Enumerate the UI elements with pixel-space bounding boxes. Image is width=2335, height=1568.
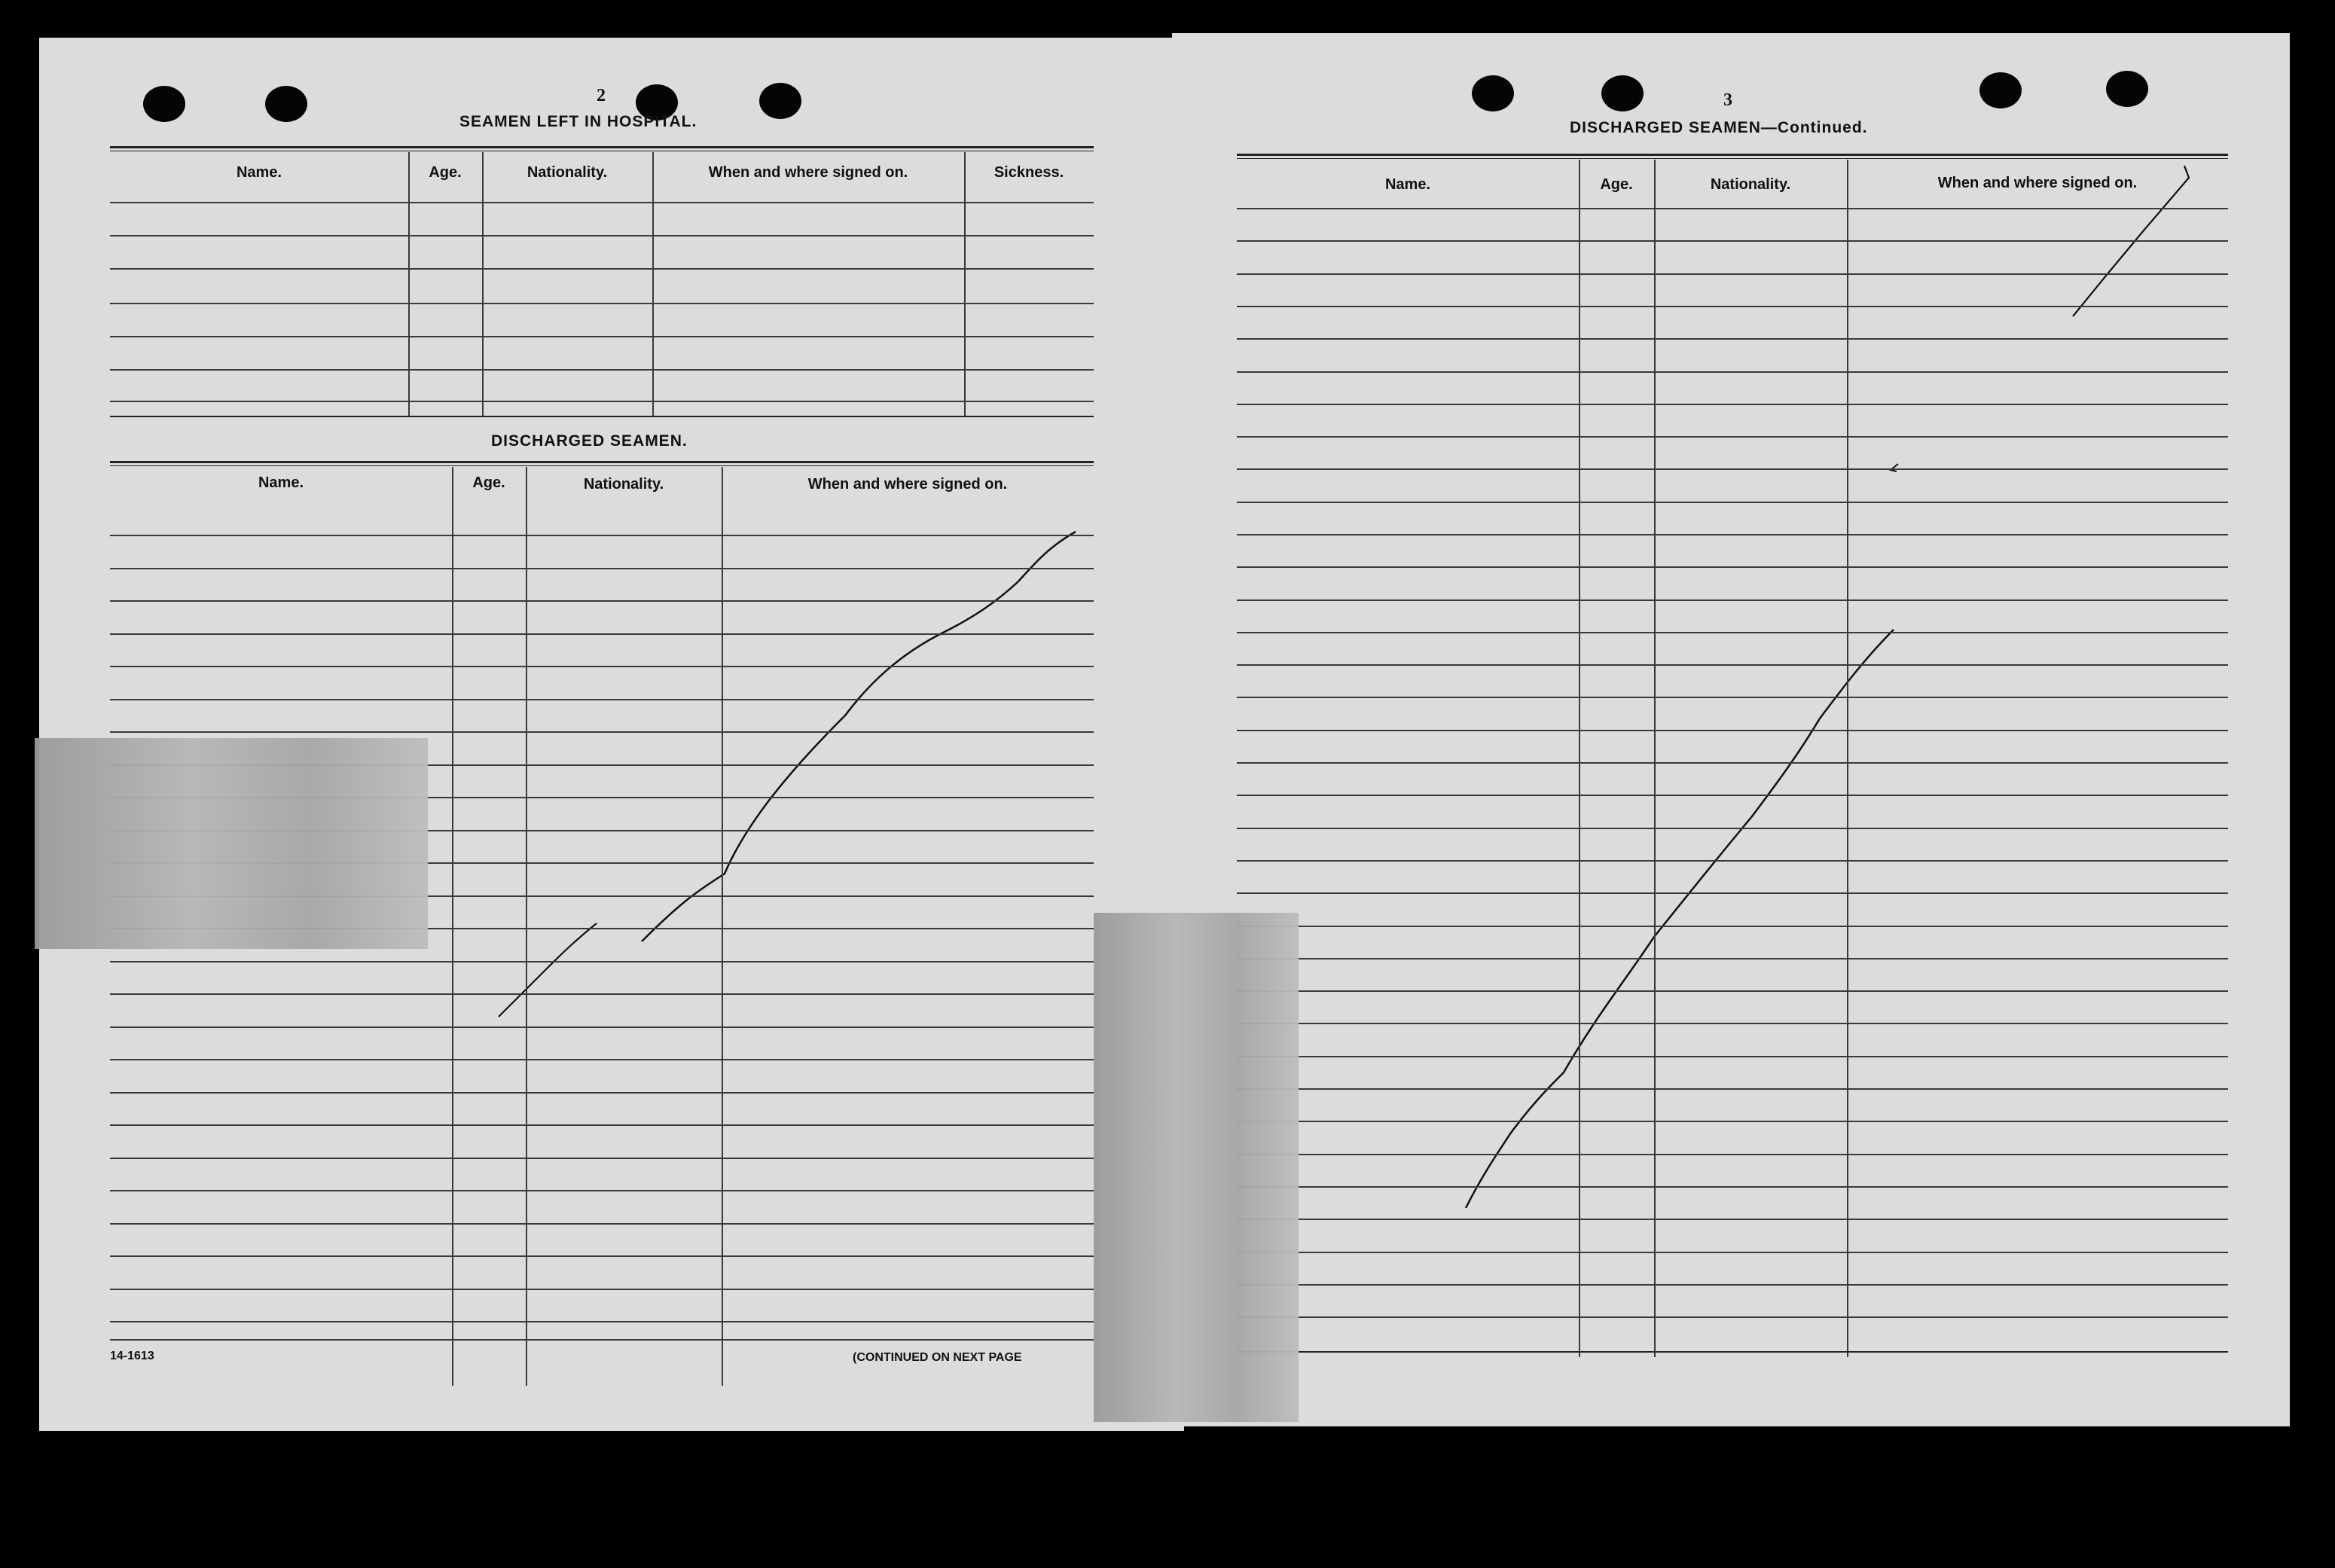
right-form-page	[1172, 33, 2290, 1426]
tape-patch	[35, 738, 428, 949]
ruled-line	[110, 600, 1094, 602]
left-form-page	[39, 38, 1184, 1431]
ruled-line	[1237, 240, 2228, 242]
discharged-continued-title: DISCHARGED SEAMEN—Continued.	[1570, 119, 1868, 136]
ruled-line	[110, 699, 1094, 700]
column-header-age: Age.	[472, 474, 505, 491]
ruled-line	[1237, 828, 2228, 829]
column-divider	[526, 467, 527, 1386]
table-bottom-rule	[1237, 1351, 2228, 1353]
ruled-line	[1237, 338, 2228, 340]
ruled-line	[110, 1289, 1094, 1290]
form-number: 14-1613	[110, 1350, 154, 1362]
ruled-line	[110, 268, 1094, 270]
ruled-line	[110, 1027, 1094, 1028]
column-header-age: Age.	[429, 164, 462, 181]
ruled-line	[1237, 273, 2228, 275]
hospital-section-title: SEAMEN LEFT IN HOSPITAL.	[459, 113, 697, 130]
ruled-line	[1237, 892, 2228, 894]
column-header-name: Name.	[236, 164, 282, 181]
ruled-line	[1237, 697, 2228, 698]
column-divider	[452, 467, 453, 1386]
ruled-line	[110, 1321, 1094, 1322]
ruled-line	[1237, 795, 2228, 796]
ruled-line	[1237, 208, 2228, 209]
ruled-line	[1237, 632, 2228, 633]
column-header-nationality: Nationality.	[527, 164, 608, 181]
page-number: 3	[1723, 90, 1732, 110]
column-divider	[1579, 160, 1580, 1357]
ruled-line	[110, 666, 1094, 667]
ruled-line	[1237, 566, 2228, 568]
ruled-line	[1237, 1088, 2228, 1090]
ruled-line	[1237, 599, 2228, 601]
column-header-nationality: Nationality.	[583, 476, 664, 493]
tape-patch	[1094, 913, 1299, 1422]
ruled-line	[110, 303, 1094, 304]
column-header-nationality: Nationality.	[1710, 176, 1791, 193]
ruled-line	[110, 1339, 1094, 1341]
column-divider	[408, 152, 410, 416]
ruled-line	[110, 535, 1094, 536]
column-header-name: Name.	[258, 474, 304, 491]
ruled-line	[110, 1124, 1094, 1126]
ruled-line	[110, 401, 1094, 402]
ruled-line	[1237, 1219, 2228, 1220]
ruled-line	[110, 568, 1094, 569]
column-header-sickness: Sickness.	[994, 164, 1064, 181]
ruled-line	[110, 961, 1094, 962]
ruled-line	[110, 1092, 1094, 1094]
ruled-line	[1237, 404, 2228, 405]
ruled-line	[110, 731, 1094, 733]
ruled-line	[110, 1158, 1094, 1159]
ruled-line	[1237, 990, 2228, 992]
column-divider	[964, 152, 966, 416]
ruled-line	[1237, 1186, 2228, 1188]
continued-note: (CONTINUED ON NEXT PAGE	[853, 1351, 1022, 1364]
ruled-line	[110, 336, 1094, 337]
ruled-line	[1237, 958, 2228, 959]
ruled-line	[110, 1190, 1094, 1191]
ruled-line	[1237, 1056, 2228, 1057]
discharged-section-title: DISCHARGED SEAMEN.	[491, 432, 688, 450]
ruled-line	[110, 1223, 1094, 1225]
column-header-signed-on: When and where signed on.	[807, 476, 1008, 493]
ruled-line	[110, 369, 1094, 371]
ruled-line	[110, 633, 1094, 635]
ruled-line	[1237, 371, 2228, 373]
ruled-line	[1237, 502, 2228, 503]
ruled-line	[1237, 468, 2228, 470]
ruled-line	[110, 993, 1094, 995]
column-divider	[1847, 160, 1848, 1357]
ruled-line	[1237, 664, 2228, 666]
column-divider	[482, 152, 484, 416]
ruled-line	[1237, 436, 2228, 438]
ruled-line	[1237, 306, 2228, 307]
column-header-signed-on: When and where signed on.	[1937, 175, 2138, 191]
page-number: 2	[597, 86, 606, 105]
ruled-line	[1237, 1023, 2228, 1024]
column-header-age: Age.	[1600, 176, 1633, 193]
ruled-line	[1237, 1154, 2228, 1155]
ruled-line	[1237, 1121, 2228, 1122]
ruled-line	[110, 1255, 1094, 1257]
column-divider	[1654, 160, 1656, 1357]
ruled-line	[1237, 762, 2228, 764]
ruled-line	[1237, 926, 2228, 927]
ruled-line	[1237, 1252, 2228, 1253]
column-divider	[652, 152, 654, 416]
ruled-line	[110, 1059, 1094, 1060]
ruled-line	[1237, 534, 2228, 535]
column-header-signed-on: When and where signed on.	[708, 164, 908, 181]
ruled-line	[110, 235, 1094, 236]
cancel-stroke	[39, 38, 1184, 1431]
ruled-line	[1237, 1284, 2228, 1286]
column-header-name: Name.	[1384, 176, 1431, 193]
ruled-line	[110, 202, 1094, 203]
ruled-line	[1237, 730, 2228, 731]
ruled-line	[1237, 860, 2228, 862]
column-divider	[722, 467, 723, 1386]
ruled-line	[1237, 1316, 2228, 1318]
